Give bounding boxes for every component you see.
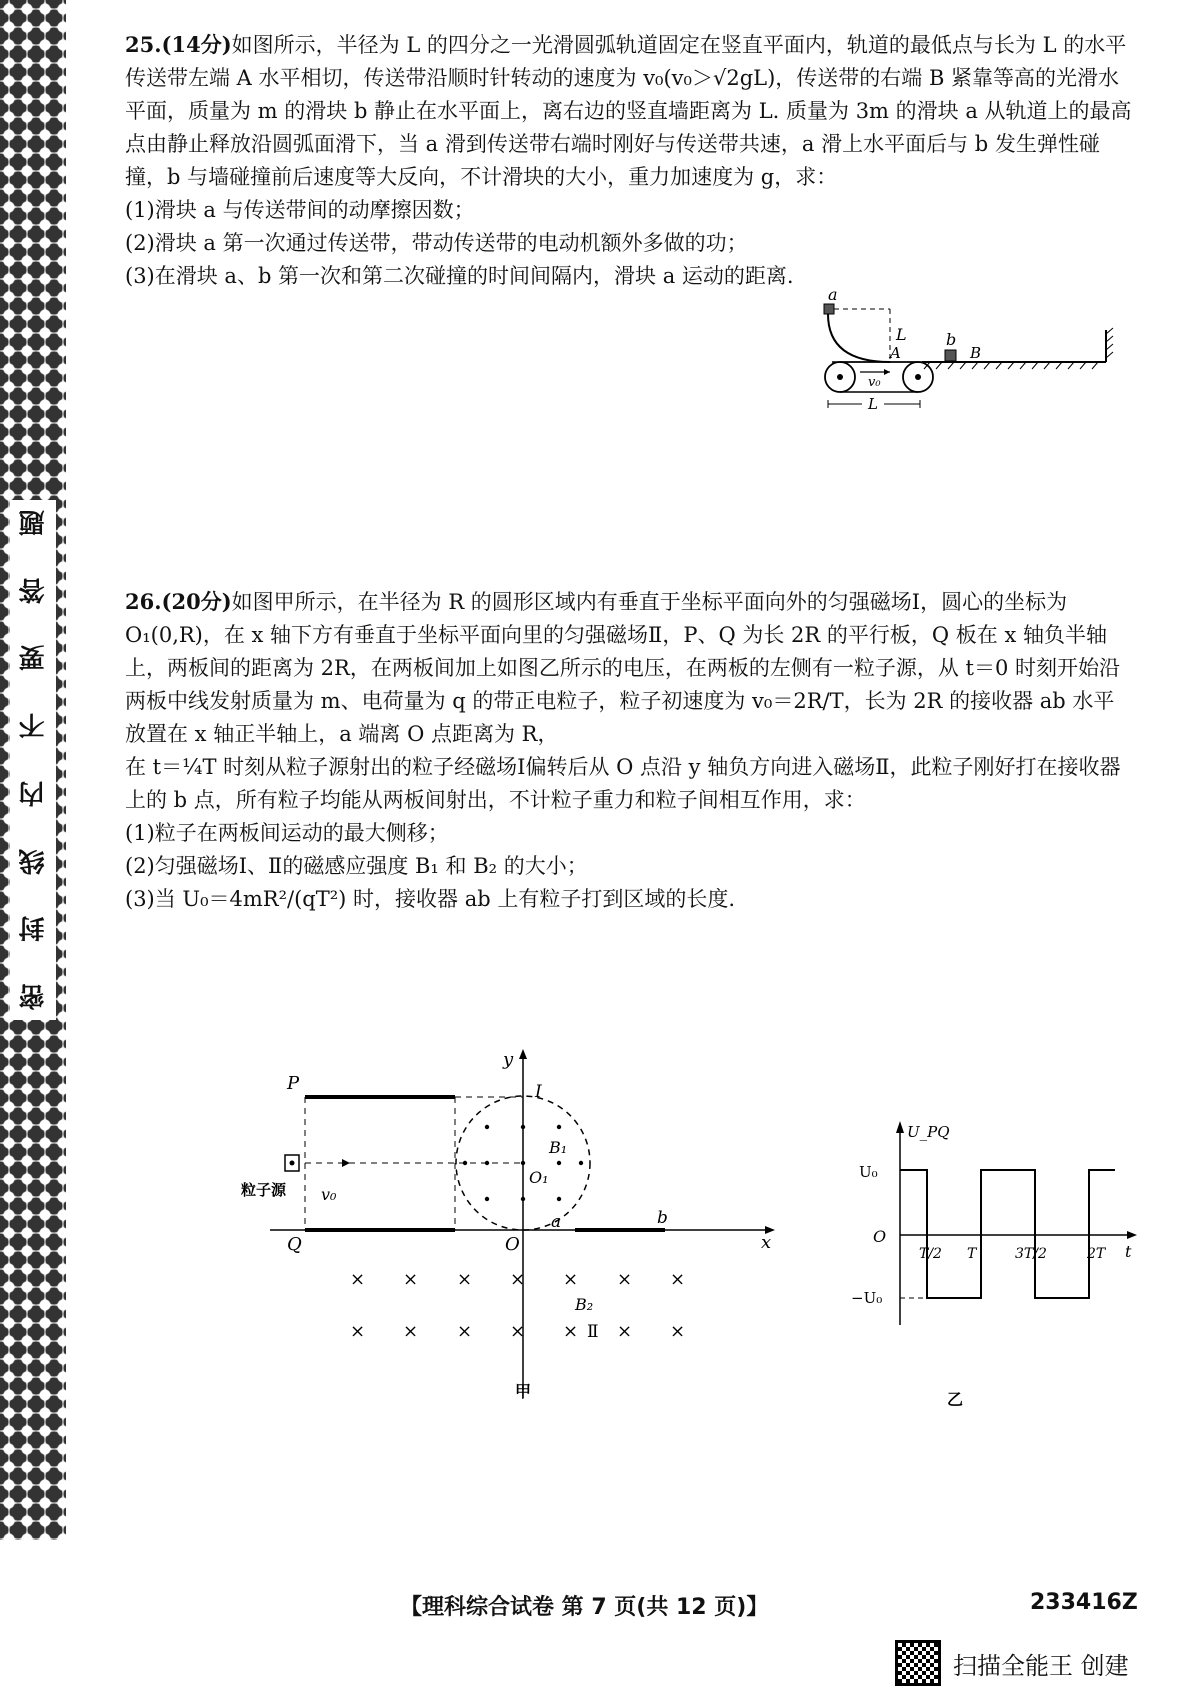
question-25-item-1: (1)滑块 a 与传送带间的动摩擦因数； [125, 198, 475, 222]
label-U0: U₀ [859, 1163, 878, 1181]
binding-strip [0, 0, 66, 1540]
label-II: Ⅱ [587, 1322, 599, 1342]
label-v0: v₀ [321, 1185, 337, 1204]
binding-char: 不 [18, 713, 49, 740]
svg-text:×: × [457, 1269, 473, 1290]
question-26-text-1: 如图甲所示，在半径为 R 的圆形区域内有垂直于坐标平面向外的匀强磁场Ⅰ，圆心的坐标为 O₁(0,R)，在 x 轴下方有垂直于坐标平面向里的匀强磁场Ⅱ，P、Q 为长 2R 的平行板，Q 板在 x 轴负半轴上，两板间的距离为 2R，在两板间加上如图乙所示的电压，在两板的左侧有一粒子源，从 t＝0 时刻开始沿两板中线发射质量为 m、电荷量为 q 的带正电粒子，粒子初速度为 v₀＝2R/T，长为 2R 的接收器 ab 水平放置在 x 轴正半轴上，a 端离 O 点距离为 R， [125, 590, 1120, 746]
svg-text:×: × [510, 1269, 526, 1290]
question-26-head: 26.(20分) [125, 589, 232, 614]
label-L-vertical: L [896, 325, 907, 344]
svg-text:×: × [563, 1321, 579, 1342]
platform-hatching [924, 362, 1098, 369]
label-v0: v₀ [868, 375, 881, 390]
question-25-item-3: (3)在滑块 a、b 第一次和第二次碰撞的时间间隔内，滑块 a 运动的距离. [125, 264, 794, 288]
label-b: b [946, 330, 957, 349]
q25-figure [810, 285, 1140, 450]
binding-char: 要 [18, 645, 49, 672]
svg-text:×: × [350, 1269, 366, 1290]
binding-char: 线 [18, 848, 49, 875]
tick-2T: 2T [1087, 1246, 1106, 1262]
question-26-item-1: (1)粒子在两板间运动的最大侧移； [125, 821, 449, 845]
label-B: B [970, 344, 982, 362]
tick-T: T [967, 1246, 977, 1262]
label-L-horizontal: L [868, 395, 878, 413]
block-b [945, 350, 956, 361]
binding-char: 内 [18, 780, 49, 807]
tick-T2: T/2 [919, 1246, 942, 1262]
label-B2: B₂ [575, 1295, 594, 1314]
svg-text:×: × [403, 1321, 419, 1342]
watermark-text: 扫描全能王 创建 [953, 1651, 1129, 1680]
binding-char: 答 [18, 577, 49, 604]
label-O1: O₁ [529, 1168, 549, 1187]
svg-text:×: × [510, 1321, 526, 1342]
binding-char: 题 [18, 510, 49, 536]
question-26-stem [125, 585, 1135, 751]
pulley-left-center [837, 374, 843, 380]
label-B1: B₁ [549, 1138, 568, 1157]
svg-text:×: × [617, 1269, 633, 1290]
label-O: O [505, 1234, 520, 1255]
field-II-crosses [350, 1269, 685, 1342]
label-A: A [890, 344, 901, 362]
figure-yi [851, 1123, 1155, 1415]
svg-text:×: × [617, 1321, 633, 1342]
label-O: O [873, 1227, 887, 1246]
voltage-waveform [900, 1170, 1115, 1298]
binding-char: 密 [18, 983, 49, 1010]
pulley-right-center [915, 374, 921, 380]
beam-arrow [342, 1159, 350, 1167]
qr-code-icon [895, 1640, 941, 1686]
svg-text:×: × [403, 1269, 419, 1290]
label-t: t [1125, 1242, 1132, 1261]
svg-text:×: × [457, 1321, 473, 1342]
label-U: U_PQ [907, 1123, 950, 1141]
label-I: I [535, 1082, 542, 1102]
y-axis-arrow [519, 1049, 527, 1059]
question-25 [125, 28, 1135, 293]
svg-text:×: × [670, 1321, 686, 1342]
question-26 [125, 585, 1135, 916]
v0-arrowhead [884, 369, 890, 375]
label-Q: Q [287, 1234, 302, 1255]
u-axis-arrow [896, 1121, 904, 1133]
figure-jia [241, 1045, 785, 1415]
question-26-text-2: 在 t＝¼T 时刻从粒子源射出的粒子经磁场Ⅰ偏转后从 O 点沿 y 轴负方向进入磁场Ⅱ，此粒子刚好打在接收器上的 b 点，所有粒子均能从两板间射出，不计粒子重力和粒子间相互作用，求： [125, 755, 1121, 812]
label-x: x [761, 1232, 772, 1253]
svg-text:×: × [350, 1321, 366, 1342]
question-25-head: 25.(14分) [125, 32, 232, 57]
svg-text:×: × [670, 1269, 686, 1290]
tick-3T2: 3T/2 [1015, 1246, 1047, 1262]
page-footer: 【理科综合试卷 第 7 页(共 12 页)】 [400, 1595, 769, 1620]
label-b: b [657, 1208, 668, 1228]
circular-track [828, 314, 890, 362]
question-25-item-2: (2)滑块 a 第一次通过传送带，带动传送带的电动机额外多做的功； [125, 231, 748, 255]
question-26-item-2: (2)匀强磁场Ⅰ、Ⅱ的磁感应强度 B₁ 和 B₂ 的大小； [125, 854, 588, 878]
label-a: a [828, 285, 838, 304]
particle-source-dot [290, 1161, 295, 1166]
label-P: P [287, 1073, 300, 1094]
block-a [824, 304, 834, 314]
binding-char: 封 [18, 916, 49, 943]
paper-code: 233416Z [1030, 1590, 1138, 1615]
label-negU0: −U₀ [851, 1289, 883, 1307]
caption-yi: 乙 [947, 1390, 964, 1409]
label-a: a [551, 1212, 562, 1232]
svg-text:×: × [563, 1269, 579, 1290]
wall-hatching [1106, 328, 1113, 358]
label-source: 粒子源 [241, 1181, 287, 1199]
label-y: y [503, 1049, 514, 1070]
question-25-stem [125, 28, 1135, 194]
t-axis-arrow [1127, 1231, 1137, 1239]
question-25-text: 如图所示，半径为 L 的四分之一光滑圆弧轨道固定在竖直平面内，轨道的最低点与长为 L 的水平传送带左端 A 水平相切，传送带沿顺时针转动的速度为 v₀(v₀＞√2gL)，传送带的右端 B 紧靠等高的光滑水平面，质量为 m 的滑块 b 静止在水平面上，离右边的竖直墙距离为 L. 质量为 3m 的滑块 a 从轨道上的最高点由静止释放沿圆弧面滑下，当 a 滑到传送带右端时刚好与传送带共速，a 滑上水平面后与 b 发生弹性碰撞，b 与墙碰撞前后速度等大反向，不计滑块的大小，重力加速度为 g，求： [125, 33, 1132, 189]
caption-jia: 甲 [515, 1382, 532, 1401]
scanner-watermark [895, 1640, 1129, 1686]
binding-label [10, 500, 56, 1020]
question-26-item-3: (3)当 U₀＝4mR²/(qT²) 时，接收器 ab 上有粒子打到区域的长度. [125, 887, 736, 911]
